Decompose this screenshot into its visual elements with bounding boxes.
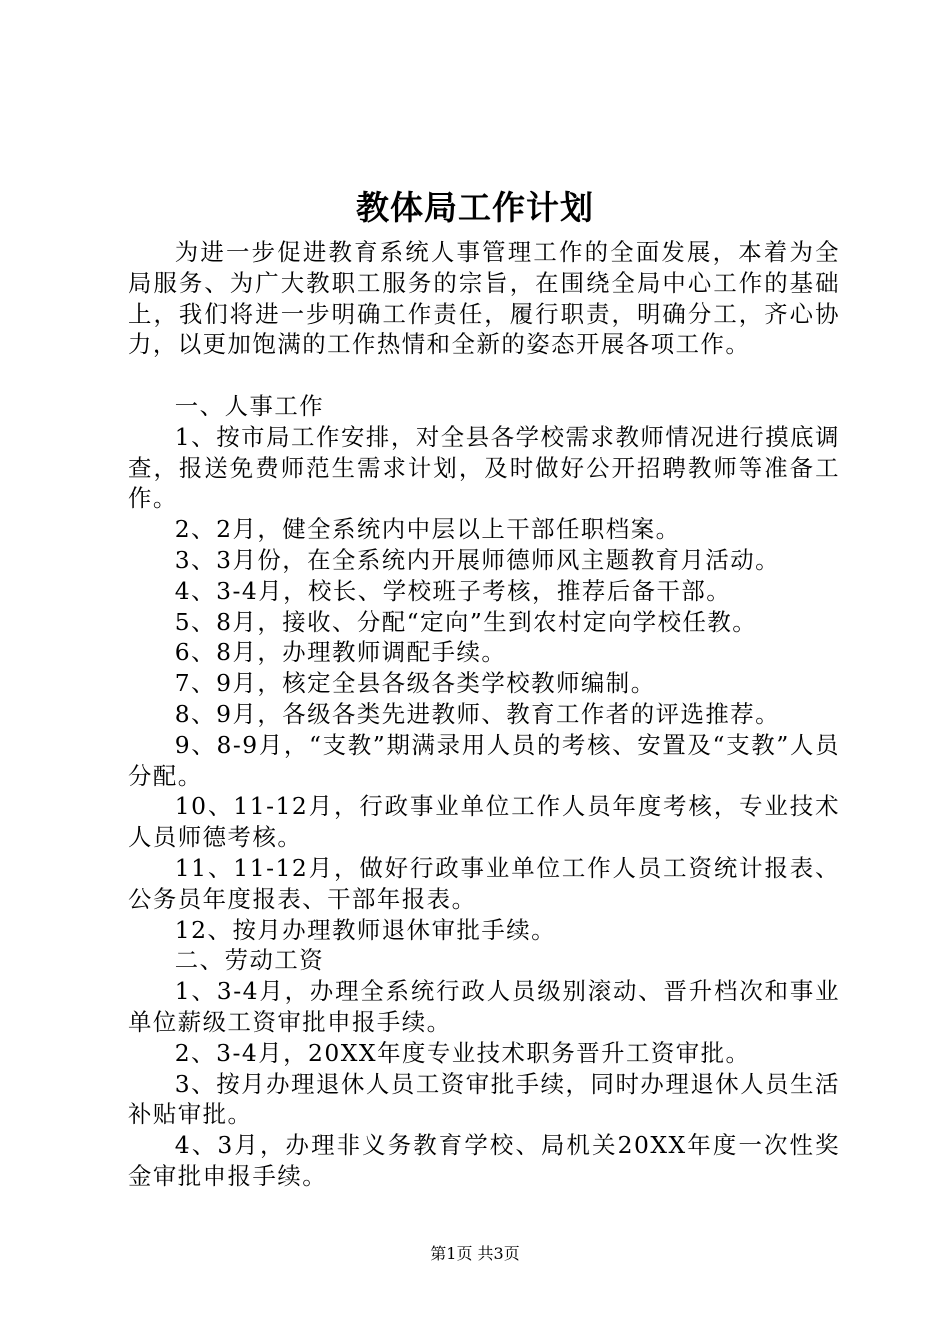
list-item: 3、3月份，在全系统内开展师德师风主题教育月活动。: [174, 545, 781, 574]
list-item: 7、9月，核定全县各级各类学校教师编制。: [174, 669, 656, 698]
list-item: 8、9月，各级各类先进教师、教育工作者的评选推荐。: [174, 699, 781, 728]
list-item: 1、按市局工作安排，对全县各学校需求教师情况进行摸底调查，报送免费师范生需求计划，及时做好公开招聘教师等准备工作。: [128, 422, 840, 513]
list-item: 3、按月办理退休人员工资审批手续，同时办理退休人员生活补贴审批。: [128, 1069, 840, 1129]
list-item: 2、3-4月，20XX年度专业技术职务晋升工资审批。: [174, 1038, 751, 1067]
intro-paragraph: 为进一步促进教育系统人事管理工作的全面发展，本着为全局服务、为广大教职工服务的宗旨，在围绕全局中心工作的基础上，我们将进一步明确工作责任，履行职责，明确分工，齐心协力，以更加饱满的工作热情和全新的姿态开展各项工作。: [128, 238, 840, 359]
list-item: 5、8月，接收、分配“定向”生到农村定向学校任教。: [174, 607, 758, 636]
document-body: [128, 237, 840, 1192]
page-title: 教体局工作计划: [356, 188, 594, 227]
list-item: 6、8月，办理教师调配手续。: [174, 638, 507, 667]
list-item: 9、8-9月，“支教”期满录用人员的考核、安置及“支教”人员分配。: [128, 730, 840, 790]
page-footer: 第1页 共3页: [430, 1244, 520, 1263]
paragraph-spacer: [128, 360, 840, 391]
list-item: 11、11-12月，做好行政事业单位工作人员工资统计报表、公务员年度报表、干部年报表。: [128, 853, 840, 913]
section-heading: 一、人事工作: [174, 391, 325, 420]
list-item: 12、按月办理教师退休审批手续。: [174, 915, 557, 944]
list-item: 10、11-12月，行政事业单位工作人员年度考核，专业技术人员师德考核。: [128, 792, 840, 852]
list-item: 2、2月，健全系统内中层以上干部任职档案。: [174, 515, 681, 544]
list-item: 4、3-4月，校长、学校班子考核，推荐后备干部。: [174, 576, 732, 605]
list-item: 4、3月，办理非义务教育学校、局机关20XX年度一次性奖金审批申报手续。: [128, 1131, 840, 1190]
section-heading: 二、劳动工资: [174, 946, 325, 975]
list-item: 1、3-4月，办理全系统行政人员级别滚动、晋升档次和事业单位薪级工资审批申报手续。: [128, 977, 840, 1036]
